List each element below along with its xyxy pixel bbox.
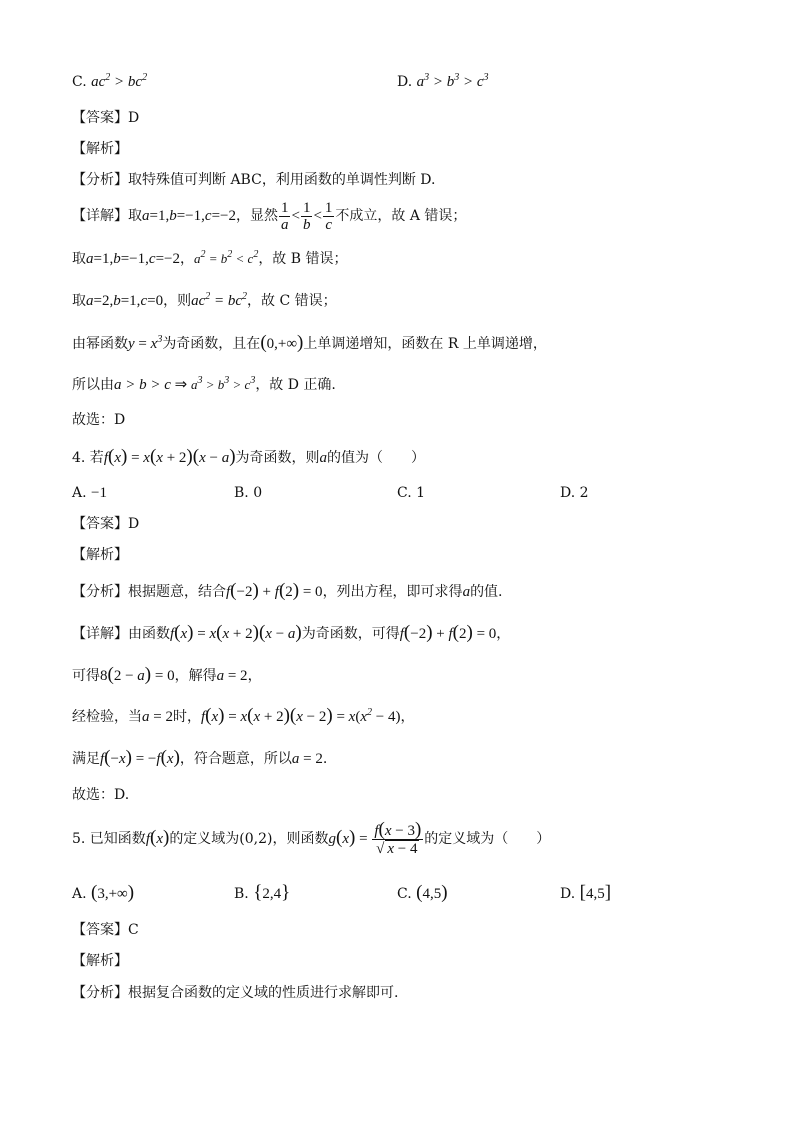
q3-jiexi: 【解析】 <box>72 141 128 157</box>
q4-answer: 【答案】D <box>72 516 140 532</box>
q5-answer: 【答案】C <box>72 922 139 938</box>
q3-answer: 【答案】D <box>72 110 140 126</box>
q5-stem: 5. 已知函数f(x)的定义域为(0,2)，则函数g(x) = $\frac{f(x - 3)}{√ x - 4}$ 的定义域为（ ） <box>72 818 551 857</box>
q4-fenxi: 【分析】根据题意，结合f(−2) + f(2) = 0，列出方程，即可求得a的值. <box>72 580 503 601</box>
q5-option-c: C. (4,5) <box>397 882 448 903</box>
q4-check: 经检验，当a = 2时，$f(x) = x(x + 2)(x - 2) = x(x^2 - 4)$， <box>72 705 415 726</box>
q4-stem: 4. 若f(x) = x(x + 2)(x − a)为奇函数，则a的值为（ ） <box>72 446 426 467</box>
q3-option-c: C. $ac^2 > bc^2$ <box>72 72 148 90</box>
q4-satisfy: 满足f(−x) = −f(x)，符合题意，所以a = 2. <box>72 747 328 768</box>
q3-option-d: D. $a^3 > b^3 > c^3$ <box>397 72 489 90</box>
q5-fenxi: 【分析】根据复合函数的定义域的性质进行求解即可. <box>72 985 399 1001</box>
q3-line-c: 取a=2,b=1,c=0，则$ac^2 = bc^2$，故 C 错误； <box>72 291 337 309</box>
q3-line-b: 取a=1,b=−1,c=−2，$a^2 = b^2 < c^2$，故 B 错误； <box>72 249 348 267</box>
q4-option-b: B. 0 <box>234 485 263 501</box>
q4-jiexi: 【解析】 <box>72 547 128 563</box>
q3-choose: 故选：D <box>72 412 126 428</box>
q4-choose: 故选：D. <box>72 787 130 803</box>
q3-so: 所以由a > b > c ⇒ $a^3 > b^3 > c^3$，故 D 正确. <box>72 375 336 393</box>
q3-fenxi: 【分析】取特殊值可判断 ABC，利用函数的单调性判断 D. <box>72 172 436 188</box>
q3-detail: 【详解】取a=1,b=−1,c=−2，显然 $\frac{1}{a}$ < $\frac{1}{b}$ < $\frac{1}{c}$ 不成立，故 A 错误； <box>72 199 467 233</box>
q4-option-d: D. 2 <box>560 485 589 501</box>
q3-monotonic: 由幂函数$y = x^3$为奇函数，且在(0,+∞)上单调递增知，函数在 R 上单调递增， <box>72 332 547 353</box>
q4-option-a: A. −1 <box>72 485 107 501</box>
q5-option-b: B. {2,4} <box>234 882 291 903</box>
q5-option-a: A. (3,+∞) <box>72 882 135 903</box>
q4-detail: 【详解】由函数f(x) = x(x + 2)(x − a)为奇函数，可得f(−2) + f(2) = 0， <box>72 622 511 643</box>
q5-jiexi: 【解析】 <box>72 953 128 969</box>
q4-option-c: C. 1 <box>397 485 426 501</box>
q5-option-d: D. [4,5] <box>560 882 612 903</box>
q4-line2: 可得8(2 − a) = 0，解得a = 2， <box>72 664 262 685</box>
